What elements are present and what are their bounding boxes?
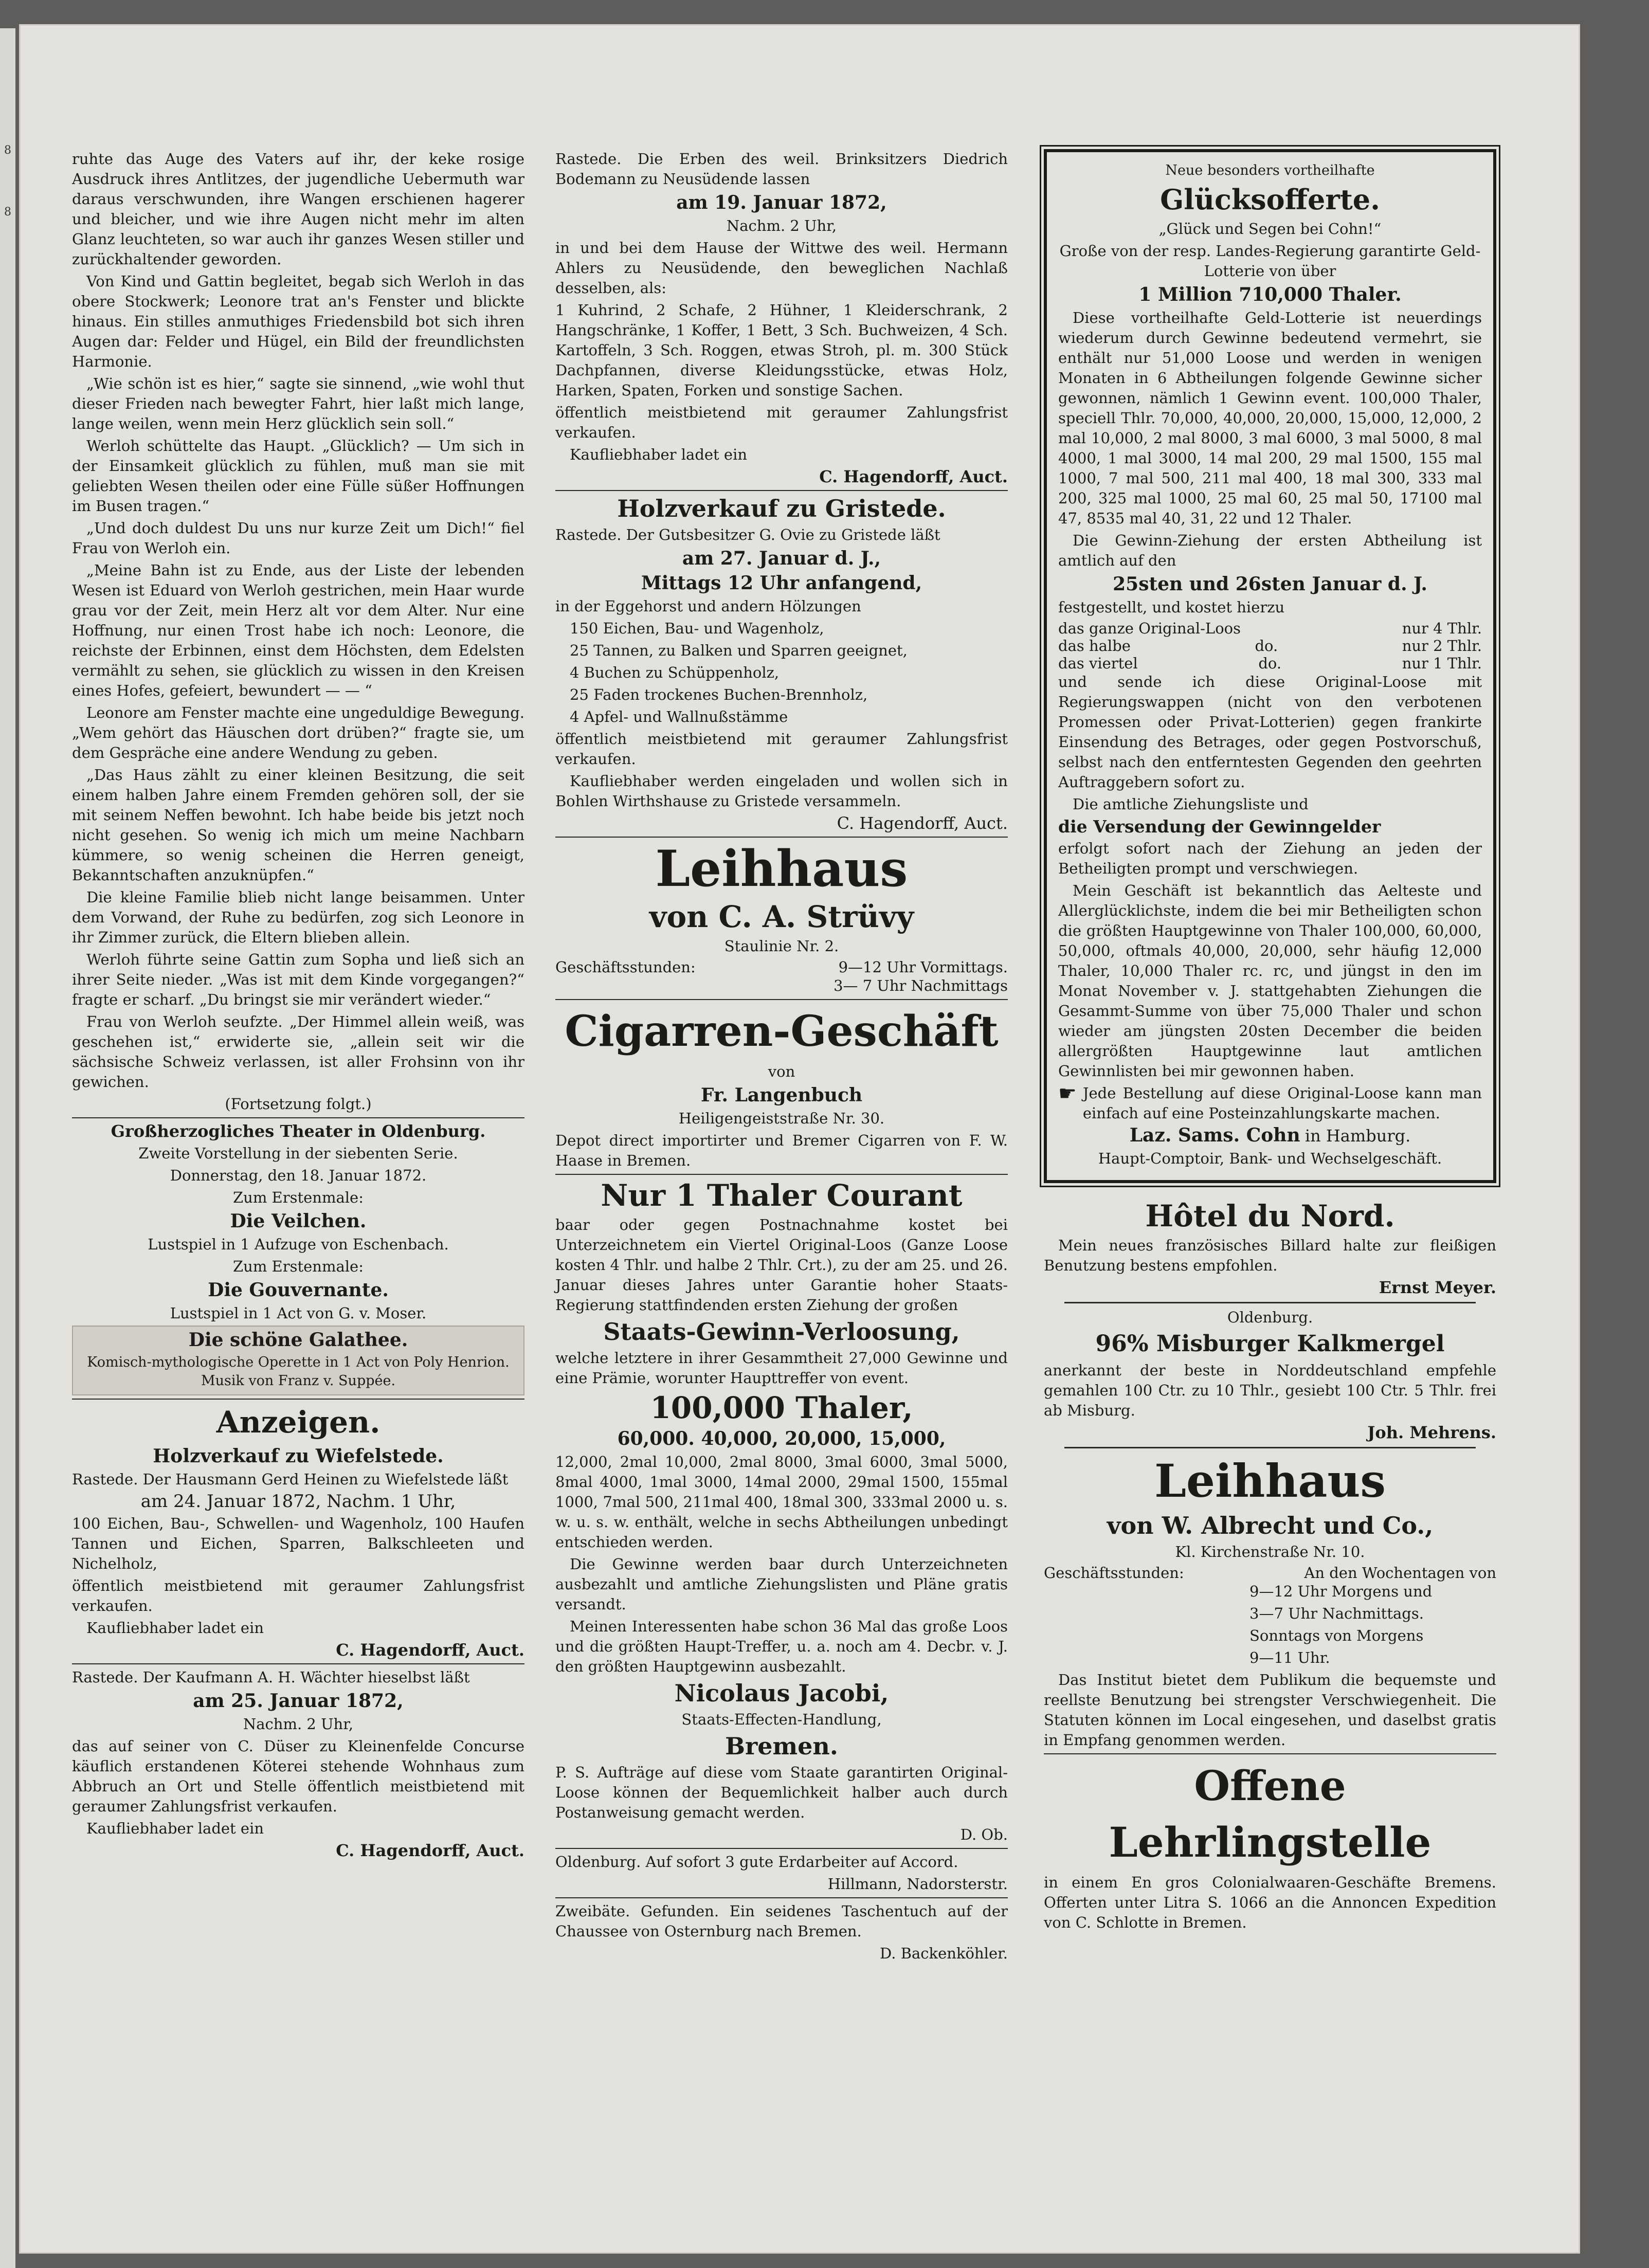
ad-text: Die Gewinn-Ziehung der ersten Abtheilung ist amtlich auf den [1058, 532, 1482, 569]
price-value: nur 2 Thlr. [1402, 637, 1482, 655]
novel-paragraph: „Wie schön ist es hier,“ sagte sie sinnend, „wie wohl thut dieser Frieden nach bewegter Fahrt, hier laßt mich lange, lange weilen, wenn mein Herz glücklich sein soll.“ [72, 375, 524, 432]
divider [555, 1174, 1008, 1175]
ad-title: Staats-Gewinn-Verloosung, [603, 1318, 960, 1346]
list-item: 4 Apfel- und Wallnußstämme [570, 708, 788, 725]
ad-date: 25sten und 26sten Januar d. J. [1113, 573, 1427, 595]
play-title: Die schöne Galathee. [188, 1329, 408, 1351]
ad-text: welche letztere in ihrer Gesammtheit 27,000 Gewinne und eine Prämie, worunter Haupttreffer von event. [555, 1349, 1008, 1387]
ad-signature: D. Ob. [960, 1826, 1008, 1843]
ad-hotel-du-nord [1044, 1199, 1496, 1298]
ad-text: erfolgt sofort nach der Ziehung an jeden der Betheiligten prompt und verschwiegen. [1058, 840, 1482, 877]
divider [1044, 1753, 1496, 1754]
play-title: Die Gouvernante. [208, 1279, 389, 1301]
ad-name: Fr. Langenbuch [700, 1084, 863, 1106]
theater-line: Zweite Vorstellung in der siebenten Serie. [138, 1145, 458, 1162]
novel-paragraph: „Und doch duldest Du uns nur kurze Zeit um Dich!“ fiel Frau von Werloh ein. [72, 519, 524, 557]
divider [72, 1117, 524, 1118]
ad-date: am 24. Januar 1872, Nachm. 1 Uhr, [140, 1491, 456, 1512]
ad-signature: Ernst Meyer. [1379, 1278, 1496, 1297]
column-middle [555, 149, 1008, 1966]
newspaper-page [21, 26, 1579, 2252]
hours-value: An den Wochentagen von [1304, 1564, 1496, 1582]
divider [72, 1663, 524, 1664]
ad-date: am 19. Januar 1872, [676, 192, 887, 213]
hours-value: Sonntags von Morgens [1249, 1627, 1424, 1644]
price-row [1058, 637, 1482, 655]
novel-paragraph: Leonore am Fenster machte eine ungeduldige Bewegung. „Wem gehört das Häuschen dort drüben?“ fragte sie, um dem Gespräche eine andere Wendung zu geben. [72, 704, 524, 761]
novel-paragraph: Die kleine Familie blieb nicht lange beisammen. Unter dem Vorwand, der Ruhe zu bedürfen, zog sich Leonore in ihr Zimmer zurück, die Eltern blieben allein. [72, 888, 524, 946]
ad-text: in und bei dem Hause der Wittwe des weil. Hermann Ahlers zu Neusüdende, den beweglichen Nachlaß desselben, als: [555, 239, 1008, 297]
ad-leihhaus-struevy [555, 841, 1008, 996]
ad-text: Neue besonders vortheilhafte [1165, 162, 1375, 178]
novel-paragraph: ruhte das Auge des Vaters auf ihr, der keke rosige Ausdruck ihres Antlitzes, der jugendliche Uebermuth war daraus verschwunden, ihre Wangen erschienen hagerer und bleicher, und wie ihre Augen nicht mehr im alten Glanz leuchteten, so war auch ihr ganzes Wesen stiller und zurückhaltender geworden. [72, 150, 524, 268]
theater-line: Zum Erstenmale: [233, 1258, 364, 1275]
ad-title: Offene Lehrlingstelle [1109, 1762, 1431, 1866]
theater-line: Lustspiel in 1 Aufzuge von Eschenbach. [148, 1236, 449, 1253]
theater-title: Großherzogliches Theater in Oldenburg. [111, 1121, 486, 1141]
hours-label: Geschäftsstunden: [1044, 1564, 1184, 1582]
list-item: 150 Eichen, Bau- und Wagenholz, [570, 620, 824, 637]
ad-firm: Staats-Effecten-Handlung, [681, 1711, 882, 1728]
ad-waechter [72, 1667, 524, 1861]
ad-text: öffentlich meistbietend mit geraumer Zahlungsfrist verkaufen. [555, 730, 1008, 768]
ad-signature: C. Hagendorff, Auct. [837, 813, 1008, 833]
ad-signature: C. Hagendorff, Auct. [819, 467, 1008, 486]
ad-title: Leihhaus [655, 840, 908, 898]
ad-title: Glücksofferte. [1160, 183, 1380, 216]
ad-text: anerkannt der beste in Norddeutschland empfehle gemahlen 100 Ctr. zu 10 Thlr., gesiebt 100 Ctr. 5 Thlr. frei ab Misburg. [1044, 1362, 1496, 1419]
ad-name: Laz. Sams. Cohn [1129, 1124, 1300, 1146]
ad-date: Mittags 12 Uhr anfangend, [641, 572, 922, 594]
ad-gristede [555, 494, 1008, 833]
ad-title: Leihhaus [1154, 1454, 1386, 1508]
ad-wiefelstede [72, 1445, 524, 1660]
divider [555, 1848, 1008, 1849]
left-page-strip [0, 28, 15, 2268]
theater-line: Komisch-mythologische Operette in 1 Act von Poly Henrion. Musik von Franz v. Suppée. [87, 1354, 510, 1389]
ad-address: Kl. Kirchenstraße Nr. 10. [1175, 1543, 1365, 1561]
price-value: nur 1 Thlr. [1402, 655, 1482, 672]
pointing-hand-icon: ☛ [1058, 1082, 1077, 1105]
ad-lehrlingstelle [1044, 1757, 1496, 1933]
ad-firm: Haupt-Comptoir, Bank- und Wechselgeschäft. [1098, 1150, 1442, 1167]
price-ditto: do. [1255, 637, 1278, 655]
hours-row [1044, 1564, 1496, 1582]
ad-text: 1 Kuhrind, 2 Schafe, 2 Hühner, 1 Kleiderschrank, 2 Hangschränke, 1 Koffer, 1 Bett, 3 Sch. Buchweizen, 4 Sch. Kartoffeln, 3 Sch. Roggen, etwas Stroh, pl. m. 300 Stück Dachpfannen, diverse Kleidungsstücke, etwas Holz, Harken, Spaten, Forken und sonstige Sachen. [555, 301, 1008, 399]
ad-city: Bremen. [725, 1732, 838, 1760]
hours-value: 9—12 Uhr Vormittags. [838, 958, 1008, 976]
hours-value: 3—7 Uhr Nachmittags. [1249, 1605, 1424, 1622]
ad-text: Die Gewinne werden baar durch Unterzeichneten ausbezahlt und amtliche Ziehungslisten und Pläne gratis versandt. [555, 1555, 1008, 1613]
divider [72, 1399, 524, 1400]
ad-text: in einem En gros Colonialwaaren-Geschäfte Bremens. Offerten unter Litra S. 1066 an die Annoncen Expedition von C. Schlotte in Bremen. [1044, 1874, 1496, 1931]
ad-text: „Glück und Segen bei Cohn!“ [1158, 220, 1382, 238]
hand-note [1058, 1083, 1482, 1126]
ad-time: Nachm. 2 Uhr, [726, 217, 837, 234]
ad-text: Rastede. Der Hausmann Gerd Heinen zu Wiefelstede läßt [72, 1471, 509, 1488]
ad-title: Holzverkauf zu Gristede. [617, 495, 946, 522]
price-ditto: do. [1258, 655, 1282, 672]
ad-name: Nicolaus Jacobi, [674, 1679, 889, 1707]
price-label: das ganze Original-Loos [1058, 620, 1241, 637]
ad-place: Oldenburg. [1227, 1309, 1313, 1326]
edge-fragment: 8 [4, 144, 11, 157]
ad-gefunden [555, 1901, 1008, 1964]
divider [555, 490, 1008, 491]
ad-text: Rastede. Der Gutsbesitzer G. Ovie zu Gristede läßt [555, 526, 940, 543]
list-item: 25 Faden trockenes Buchen-Brennholz, [570, 686, 868, 703]
shaded-block [72, 1326, 524, 1395]
ad-text: Depot direct importirter und Bremer Cigarren von F. W. Haase in Bremen. [555, 1132, 1008, 1169]
novel-paragraph: „Meine Bahn ist zu Ende, aus der Liste der lebenden Wesen ist Eduard von Werloh gestrichen, mein Haar wurde grau vor der Zeit, mein Herz alt vor dem Alter. Nur eine Hoffnung, nur einen Trost habe ich noch: Leonore, die reichste der Erbinnen, einst dem Höchsten, dem Edelsten vermählt zu sehen, sie glücklich zu wissen in den Kreisen eines Hofes, gefeiert, bewundert — — “ [72, 561, 524, 699]
ad-signature: C. Hagendorff, Auct. [336, 1640, 524, 1660]
theater-notice [72, 1121, 524, 1395]
list-item: 4 Buchen zu Schüppenholz, [570, 664, 780, 681]
ad-time: Nachm. 2 Uhr, [243, 1715, 354, 1733]
ad-title: 96% Misburger Kalkmergel [1095, 1331, 1445, 1357]
novel-paragraph: Von Kind und Gattin begleitet, begab sich Werloh in das obere Stockwerk; Leonore trat an's Fenster und blickte hinaus. Ein stilles anmuthiges Friedensbild bot sich ihren Augen dar: Felder und Hügel, ein Bild der freundlichsten Harmonie. [72, 273, 524, 370]
novel-paragraph: „Das Haus zählt zu einer kleinen Besitzung, die seit einem halben Jahre einem Fremden gehören soll, der sie mit seinem Neffen bewohnt. Ich habe beide bis jetzt noch nicht gesehen. So wenig ich mich um meine Nachbarn kümmere, so wenig scheinen die Herren geneigt, Bekanntschaften anzuknüpfen.“ [72, 766, 524, 884]
price-row [1058, 620, 1482, 637]
ad-lottery-jacobi [555, 1178, 1008, 1845]
ad-text: Große von der resp. Landes-Regierung garantirte Geld-Lotterie von über [1059, 242, 1481, 280]
ad-amount: 100,000 Thaler, [650, 1390, 913, 1425]
continuation-note: (Fortsetzung folgt.) [225, 1095, 372, 1113]
hours-value: 9—12 Uhr Morgens und [1249, 1583, 1433, 1600]
ad-city: in Hamburg. [1304, 1126, 1411, 1146]
ad-text: festgestellt, und kostet hierzu [1058, 598, 1285, 616]
ad-gluecksofferte [1044, 149, 1496, 1183]
ad-leihhaus-albrecht [1044, 1453, 1496, 1750]
hours-value: 9—11 Uhr. [1249, 1649, 1330, 1666]
ad-bodemann [555, 149, 1008, 487]
ad-signature: Joh. Mehrens. [1367, 1423, 1496, 1442]
ad-text: Rastede. Der Kaufmann A. H. Wächter hieselbst läßt [72, 1668, 470, 1686]
theater-line: Donnerstag, den 18. Januar 1872. [170, 1167, 427, 1184]
ad-text: Kaufliebhaber werden eingeladen und wollen sich in Bohlen Wirthshause zu Gristede versammeln. [555, 772, 1008, 810]
ad-date: am 27. Januar d. J., [682, 548, 881, 569]
ad-text: 100 Eichen, Bau-, Schwellen- und Wagenholz, 100 Haufen Tannen und Eichen, Sparren, Balkschleeten und Nichelholz, [72, 1515, 524, 1572]
price-label: das viertel [1058, 655, 1138, 672]
ad-text: Die amtliche Ziehungsliste und [1073, 795, 1309, 813]
ad-text: Kaufliebhaber ladet ein [570, 446, 748, 463]
hours-label: Geschäftsstunden: [555, 958, 696, 976]
theater-line: Lustspiel in 1 Act von G. v. Moser. [170, 1304, 427, 1322]
ad-text: das auf seiner von C. Düser zu Kleinenfelde Concurse käuflich erstandenen Köterei stehende Wohnhaus zum Abbruch an Ort und Stelle öffentlich meistbietend mit geraumer Zahlungsfrist verkaufen. [72, 1737, 524, 1815]
ad-signature: D. Backenköhler. [880, 1945, 1008, 1962]
price-label: das halbe [1058, 637, 1131, 655]
ad-text: Kaufliebhaber ladet ein [86, 1820, 264, 1837]
ad-text: von [768, 1063, 795, 1080]
ad-date: am 25. Januar 1872, [193, 1690, 404, 1712]
ad-highlight: die Versendung der Gewinngelder [1058, 817, 1381, 837]
ad-text: öffentlich meistbietend mit geraumer Zahlungsfrist verkaufen. [555, 404, 1008, 441]
ad-text: in der Eggehorst und andern Hölzungen [555, 597, 861, 615]
novel-paragraph: Werloh führte seine Gattin zum Sopha und ließ sich an ihrer Seite nieder. „Was ist mit dem Kinde vorgegangen?“ fragte er scharf. „Du bringst sie mir verändert wieder.“ [72, 951, 524, 1008]
ad-amount: 1 Million 710,000 Thaler. [1138, 284, 1402, 305]
price-row [1058, 655, 1482, 672]
ad-text: und sende ich diese Original-Loose mit Regierungswappen (nicht von den verbotenen Promessen oder Privat-Lotterien) gegen frankirte Einsendung des Betrages, oder gegen Postvorschuß, selbst nach den entferntesten Gegenden den geehrten Auftraggebern sofort zu. [1058, 673, 1482, 791]
ads-heading: Anzeigen. [216, 1405, 380, 1440]
ad-address: Staulinie Nr. 2. [724, 937, 839, 955]
ad-name: von W. Albrecht und Co., [1107, 1512, 1434, 1539]
divider [555, 999, 1008, 1000]
ad-cigarren [555, 1003, 1008, 1171]
ad-text: Das Institut bietet dem Publikum die bequemste und reellste Benutzung bei strengster Verschwiegenheit. Die Statuten können im Local eingesehen, und daselbst gratis in Empfang genommen werden. [1044, 1671, 1496, 1749]
novel-text [72, 149, 524, 1114]
novel-paragraph: Werloh schüttelte das Haupt. „Glücklich? — Um sich in der Einsamkeit glücklich zu fühlen, muß man sie mit geliebten Wesen theilen oder eine Fülle süßer Hoffnungen im Busen tragen.“ [72, 437, 524, 515]
ad-title: Cigarren-Geschäft [565, 1007, 999, 1056]
column-left [72, 149, 524, 1863]
ad-amount: 60,000. 40,000, 20,000, 15,000, [617, 1428, 946, 1449]
hours-value: 3— 7 Uhr Nachmittags [833, 977, 1008, 994]
ad-erdarbeiter [555, 1852, 1008, 1894]
divider [1064, 1302, 1476, 1303]
novel-paragraph: Frau von Werloh seufzte. „Der Himmel allein weiß, was geschehen ist,“ erwiderte sie, „allein seit wir die sächsische Schweiz verlassen, ist aller Frohsinn von ihr gewichen. [72, 1013, 524, 1091]
ad-text: 12,000, 2mal 10,000, 2mal 8000, 3mal 6000, 3mal 5000, 8mal 4000, 1mal 3000, 14mal 2000, 29mal 1500, 155mal 1000, 7mal 500, 211mal 400, 18mal 300, 333mal 2000 u. s. w. u. s. w. enthält, welche in sechs Abtheilungen unbedingt entschieden werden. [555, 1453, 1008, 1551]
ad-text: Diese vortheilhafte Geld-Lotterie ist neuerdings wiederum durch Gewinne bedeutend vermehrt, sie enthält nur 51,000 Loose und werden in wenigen Monaten in 6 Abtheilungen folgende Gewinne sicher gewonnen, nämlich 1 Gewinn event. 100,000 Thaler, speciell Thlr. 70,000, 40,000, 20,000, 15,000, 12,000, 2 mal 10,000, 2 mal 8000, 3 mal 6000, 3 mal 5000, 8 mal 4000, 1 mal 3000, 14 mal 200, 29 mal 1500, 155 mal 1000, 7 mal 500, 211 mal 400, 18 mal 300, 333 mal 200, 325 mal 1000, 25 mal 60, 25 mal 50, 17100 mal 47, 8535 mal 40, 31, 22 und 12 Thaler. [1058, 309, 1482, 527]
ad-kalkmergel [1044, 1308, 1496, 1443]
column-right [1044, 149, 1496, 1935]
ad-text: Mein neues französisches Billard halte zur fleißigen Benutzung bestens empfohlen. [1044, 1237, 1496, 1274]
theater-line: Zum Erstenmale: [233, 1189, 364, 1206]
ad-text: Oldenburg. Auf sofort 3 gute Erdarbeiter auf Accord. [555, 1853, 958, 1871]
ad-signature: Hillmann, Nadorsterstr. [827, 1875, 1008, 1893]
ad-signature: C. Hagendorff, Auct. [336, 1841, 524, 1860]
ad-text: Meinen Interessenten habe schon 36 Mal das große Loos und die größten Haupt-Treffer, u. a. noch am 4. Decbr. v. J. den größten Hauptgewinn ausbezahlt. [555, 1618, 1008, 1675]
play-title: Die Veilchen. [230, 1210, 367, 1232]
ad-title: Hôtel du Nord. [1145, 1199, 1395, 1233]
ad-text: baar oder gegen Postnachnahme kostet bei Unterzeichnetem ein Viertel Original-Loos (Ganze Loose kosten 4 Thlr. und halbe 2 Thlr. Crt.), zu der am 25. und 26. Januar dieses Jahres unter Garantie hoher Staats-Regierung stattfindenden ersten Ziehung der großen [555, 1216, 1008, 1314]
ad-text: P. S. Aufträge auf diese vom Staate garantirten Original-Loose können der Bequemlichkeit halber auch durch Postanweisung gemacht werden. [555, 1764, 1008, 1821]
divider [1064, 1447, 1476, 1448]
ad-text: Zweibäte. Gefunden. Ein seidenes Taschentuch auf der Chaussee von Osternburg nach Bremen. [555, 1902, 1008, 1940]
ad-text: Rastede. Die Erben des weil. Brinksitzers Diedrich Bodemann zu Neusüdende lassen [555, 150, 1008, 188]
divider [555, 1897, 1008, 1898]
divider [555, 837, 1008, 838]
ad-text: Mein Geschäft ist bekanntlich das Aelteste und Allerglücklichste, indem die bei mir Betheiligten schon die größten Hauptgewinne von Thaler 100,000, 60,000, 50,000, oftmals 40,000, 20,000, sehr häufig 12,000 Thaler, 10,000 Thaler rc. rc, und jüngst in den im Monat November v. J. stattgehabten Ziehungen die Gesammt-Summe von über 75,000 Thaler und schon wieder am jüngsten 20sten December die beiden allergrößten Hauptgewinne laut amtlichen Gewinnlisten bei mir gewonnen haben. [1058, 882, 1482, 1080]
ad-text: Jede Bestellung auf diese Original-Loose kann man einfach auf eine Posteinzahlungskarte machen. [1082, 1084, 1482, 1122]
list-item: 25 Tannen, zu Balken und Sparren geeignet, [570, 642, 908, 659]
ad-name: von C. A. Strüvy [649, 899, 914, 934]
ad-text: öffentlich meistbietend mit geraumer Zahlungsfrist verkaufen. [72, 1577, 524, 1614]
price-value: nur 4 Thlr. [1402, 620, 1482, 637]
ad-title: Holzverkauf zu Wiefelstede. [153, 1445, 444, 1467]
ad-address: Heiligengeiststraße Nr. 30. [678, 1110, 885, 1127]
hours-row [555, 958, 1008, 976]
ad-text: Kaufliebhaber ladet ein [86, 1619, 264, 1637]
edge-fragment: 8 [4, 206, 11, 219]
ad-title: Nur 1 Thaler Courant [601, 1178, 963, 1213]
